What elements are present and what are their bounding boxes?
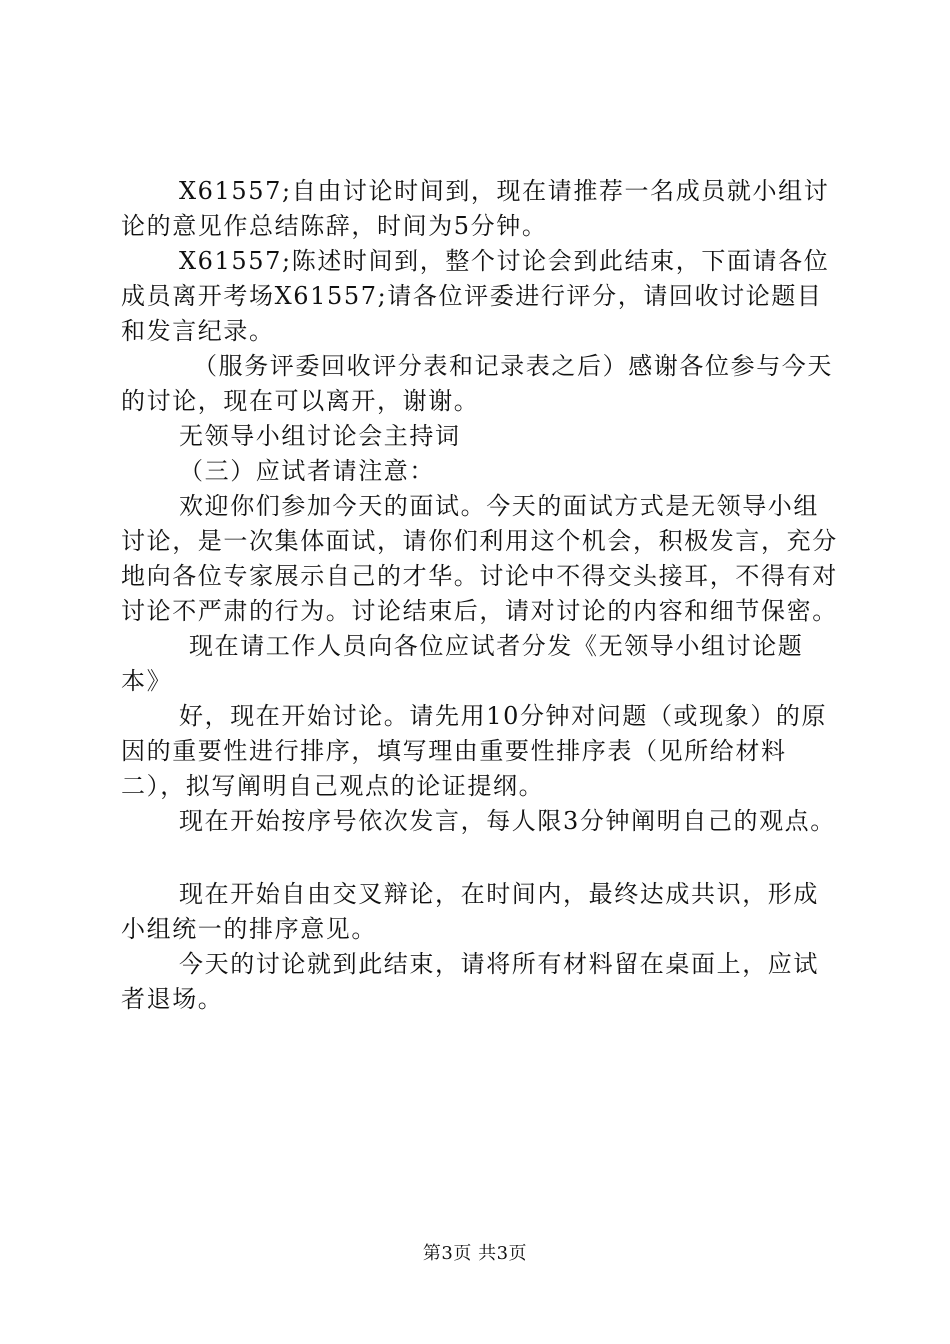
paragraph-speak-in-order: 现在开始按序号依次发言，每人限3分钟阐明自己的观点。 [179, 807, 836, 835]
paragraph-welcome: 欢迎你们参加今天的面试。今天的面试方式是无领导小组讨论，是一次集体面试，请你们利用这个机会，积极发言，充分地向各位专家展示自己的才华。讨论中不得交头接耳，不得有对讨论不严肃的行为。讨论结束后，请对讨论的内容和细节保密。 [121, 492, 838, 625]
section-heading-host-script: 无领导小组讨论会主持词 [179, 422, 461, 450]
paragraph-discussion-end: X61557;陈述时间到，整个讨论会到此结束，下面请各位成员离开考场X61557;请各位评委进行评分，请回收讨论题目和发言纪录。 [121, 247, 830, 345]
paragraph-start-discussion: 好，现在开始讨论。请先用10分钟对问题（或现象）的原因的重要性进行排序，填写理由重要性排序表（见所给材料二），拟写阐明自己观点的论证提纲。 [121, 702, 828, 800]
paragraph-free-debate: 现在开始自由交叉辩论，在时间内，最终达成共识，形成小组统一的排序意见。 [121, 880, 819, 943]
section-heading-candidate-notice: （三）应试者请注意： [179, 457, 435, 485]
paragraph-closing: 今天的讨论就到此结束，请将所有材料留在桌面上，应试者退场。 [121, 950, 819, 1013]
paragraph-summary-instruction: X61557;自由讨论时间到，现在请推荐一名成员就小组讨论的意见作总结陈辞，时间为5分钟。 [121, 177, 830, 240]
page-footer: 第3页 共3页 [422, 1243, 528, 1264]
paragraph-thanks: （服务评委回收评分表和记录表之后）感谢各位参与今天的讨论，现在可以离开，谢谢。 [121, 352, 833, 415]
paragraph-distribute-topic: 现在请工作人员向各位应试者分发《无领导小组讨论题本》 [121, 632, 804, 695]
document-body [121, 174, 841, 1017]
